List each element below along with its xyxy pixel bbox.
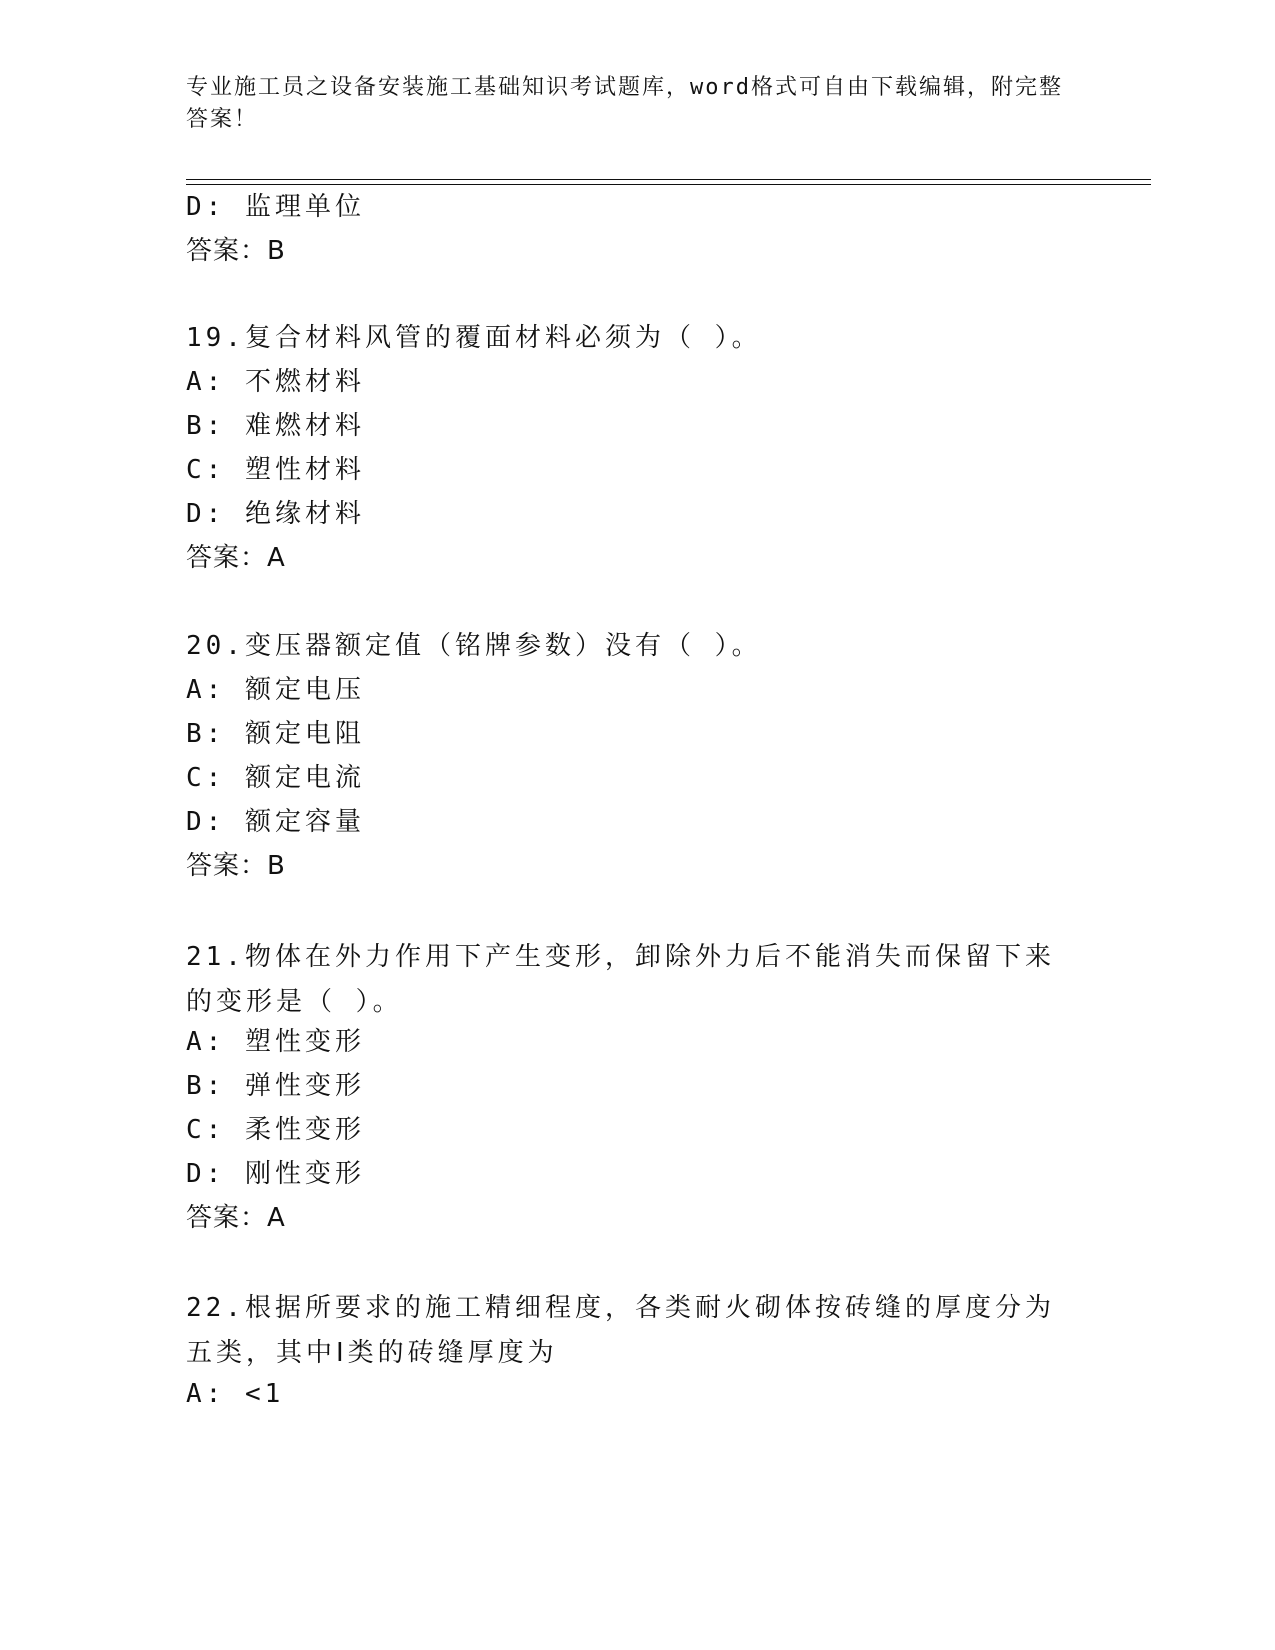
question-22-stem: 22.根据所要求的施工精细程度，各类耐火砌体按砖缝的厚度分为五类，其中Ⅰ类的砖缝厚度为 [186,1293,1055,1368]
question-22-option-a: A: <1 [186,1379,285,1409]
answer-label: 答案：B [186,236,286,266]
question-19-answer: 答案：A [186,543,286,573]
question-20-answer: 答案：B [186,851,286,881]
question-21-option-a: A: 塑性变形 [186,1027,365,1057]
question-19-option-b: B: 难燃材料 [186,411,365,441]
header-divider-top [186,179,1151,180]
question-21-answer: 答案：A [186,1203,286,1233]
question-20-stem: 20.变压器额定值（铭牌参数）没有（ ）。 [186,631,762,661]
question-19-option-d: D: 绝缘材料 [186,499,365,529]
header-divider-bottom [186,184,1151,185]
question-20-option-a: A: 额定电压 [186,675,365,705]
option-d: D: 监理单位 [186,192,365,222]
question-21-option-b: B: 弹性变形 [186,1071,365,1101]
question-20-option-b: B: 额定电阻 [186,719,365,749]
document-header: 专业施工员之设备安装施工基础知识考试题库，word格式可自由下载编辑，附完整答案！ [186,75,1063,132]
question-21-stem: 21.物体在外力作用下产生变形，卸除外力后不能消失而保留下来的变形是（ ）。 [186,942,1055,1017]
question-21-option-c: C: 柔性变形 [186,1115,365,1145]
question-19-stem: 19.复合材料风管的覆面材料必须为（ ）。 [186,323,762,353]
question-19-option-a: A: 不燃材料 [186,367,365,397]
question-21-option-d: D: 刚性变形 [186,1159,365,1189]
question-19-option-c: C: 塑性材料 [186,455,365,485]
question-20-option-c: C: 额定电流 [186,763,365,793]
question-20-option-d: D: 额定容量 [186,807,365,837]
